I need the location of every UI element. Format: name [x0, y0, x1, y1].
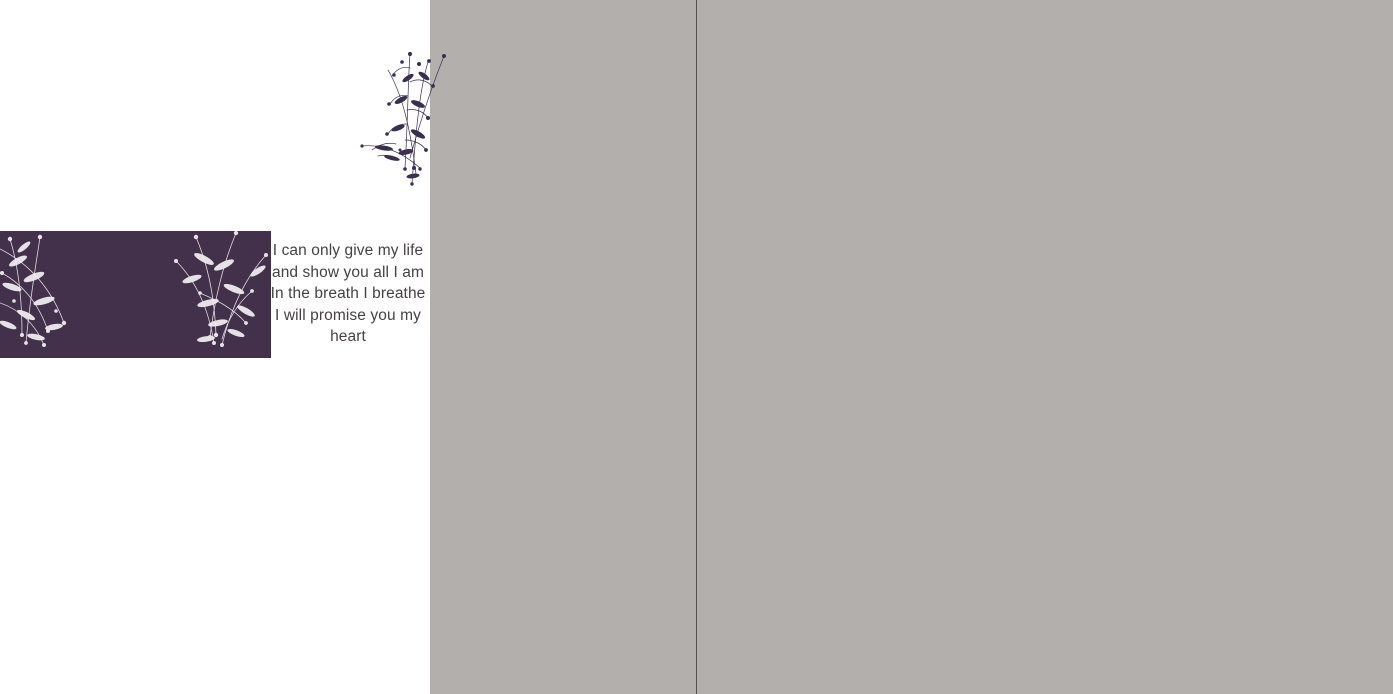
poem-text-block	[264, 240, 432, 348]
poem-line: and show you all I am	[271, 263, 424, 281]
poem-line: I can only give my life	[272, 242, 424, 259]
poem-line: heart	[330, 328, 366, 345]
poem-line: In the breath I breathe	[270, 285, 426, 302]
botanical-sprig-icon	[358, 48, 454, 191]
poem-line: I will promise you my	[275, 306, 421, 324]
page-left	[0, 0, 430, 694]
purple-floral-banner	[0, 231, 271, 358]
vertical-divider	[696, 0, 697, 694]
workspace-background	[431, 0, 1393, 694]
